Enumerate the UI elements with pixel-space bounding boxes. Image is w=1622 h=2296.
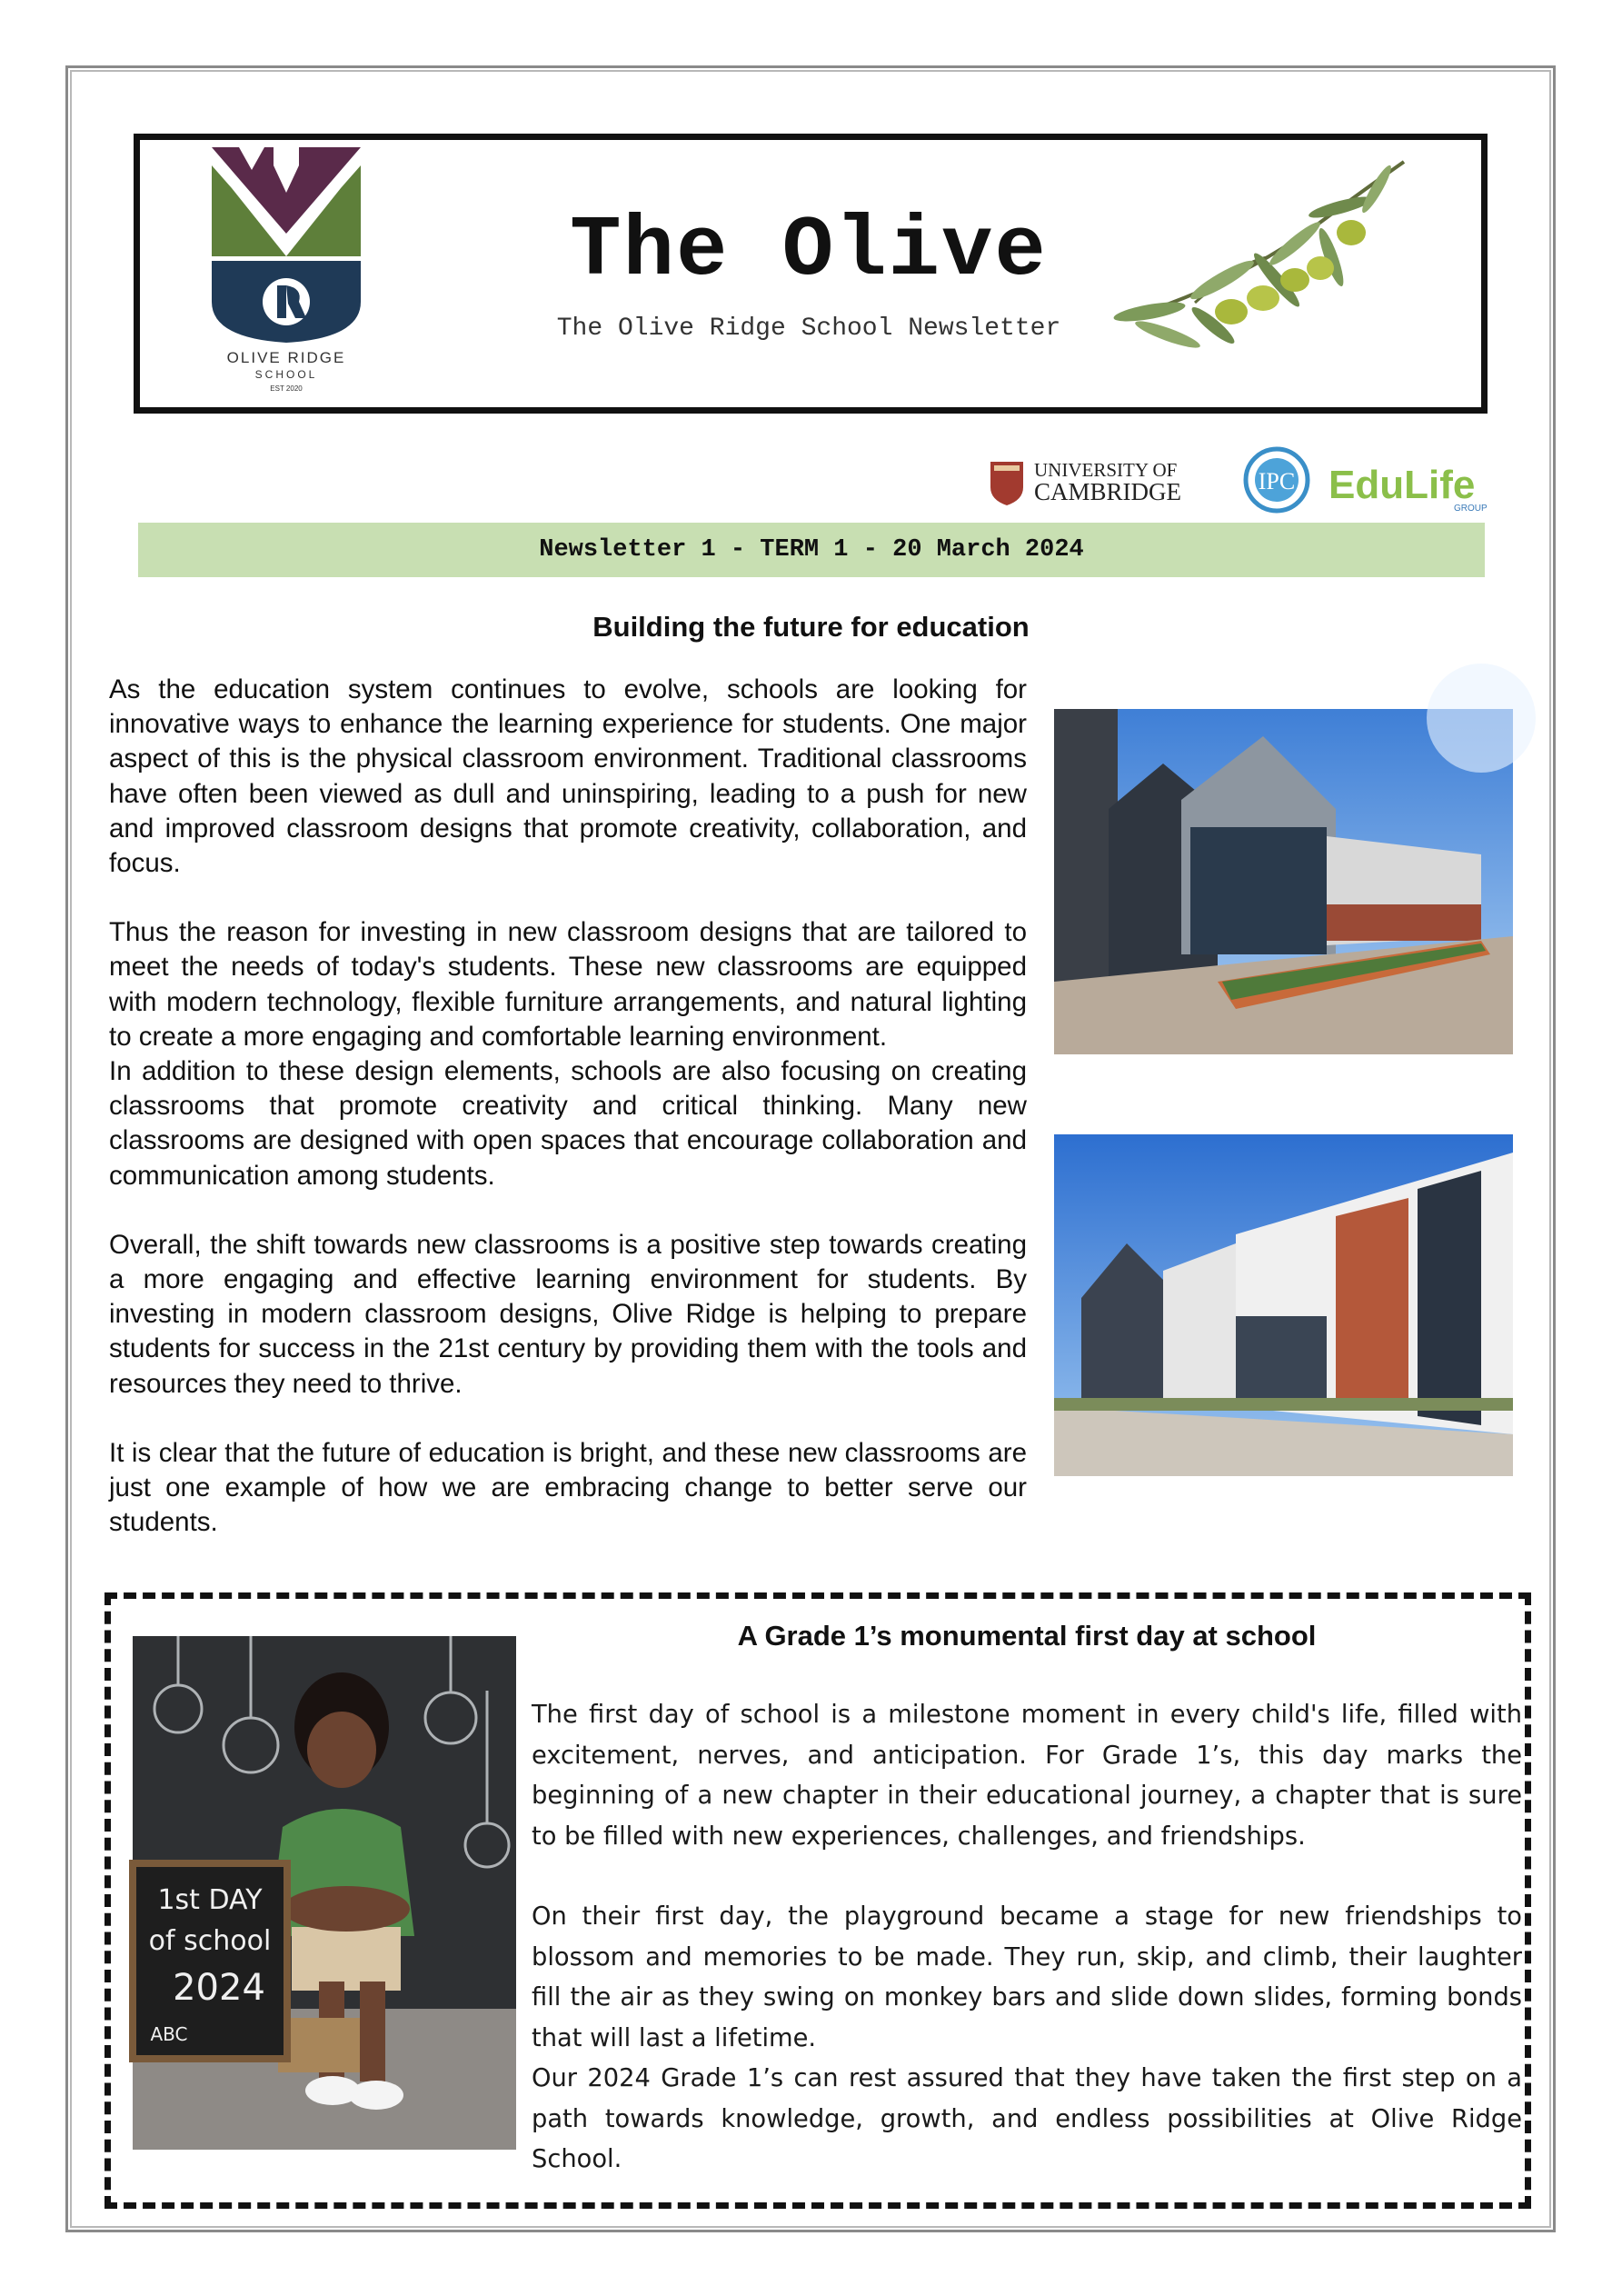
olive-branch-illustration	[1113, 153, 1422, 371]
issue-bar: Newsletter 1 - TERM 1 - 20 March 2024	[138, 523, 1485, 577]
article-1-heading: Building the future for education	[592, 611, 1030, 643]
ipc-logo	[1246, 449, 1308, 511]
grade-1-student-photo	[133, 1636, 516, 2150]
article-2-paragraph: Our 2024 Grade 1’s can rest assured that they have taken the first step on a path towards knowledge, growth, and endless possibilities at Olive Ridge School.	[532, 2064, 1522, 2173]
svg-text:EduLife: EduLife	[1328, 463, 1476, 507]
article-2-paragraph: On their first day, the playground became a stage for new friendships to blossom and memories to be made. They run, skip, and climb, their laughter fill the air as they swing on monkey bars and slide down slides, forming bonds that will last a lifetime.	[532, 1902, 1522, 2052]
article-2-paragraph: The first day of school is a milestone moment in every child's life, filled with excitement, nerves, and anticipation. For Grade 1’s, this day marks the beginning of a new chapter in their educational journey, a chapter that is sure to be filled with new experiences, challenges, and friendships.	[532, 1701, 1522, 1851]
cambridge-logo	[990, 459, 1181, 505]
svg-text:SCHOOL: SCHOOL	[254, 368, 318, 381]
article-2-heading: A Grade 1’s monumental first day at school	[737, 1620, 1317, 1652]
article-2-body	[532, 1695, 1522, 2181]
svg-text:IPC: IPC	[1258, 468, 1296, 494]
newsletter-title: The Olive	[570, 204, 1048, 300]
school-logo	[204, 147, 368, 393]
newsletter-subtitle: The Olive Ridge School Newsletter	[556, 314, 1061, 343]
svg-text:CAMBRIDGE: CAMBRIDGE	[1034, 478, 1182, 505]
article-1-paragraph: Thus the reason for investing in new classroom designs that are tailored to meet the needs of today's students. These new classrooms are equipped with modern technology, flexible furniture arrangements, and natural lighting to create a more engaging and comfortable learning environment.	[109, 917, 1027, 1052]
article-1-paragraph: It is clear that the future of education is bright, and these new classrooms are just one example of how we are embracing change to better serve our students.	[109, 1437, 1027, 1538]
svg-text:OLIVE RIDGE: OLIVE RIDGE	[226, 349, 346, 366]
school-building-photo	[1054, 709, 1513, 1054]
svg-text:ABC: ABC	[150, 2023, 188, 2045]
svg-text:EST 2020: EST 2020	[270, 384, 303, 393]
svg-text:2024: 2024	[173, 1967, 265, 2009]
svg-text:of school: of school	[148, 1925, 272, 1957]
article-1-paragraph: In addition to these design elements, schools are also focusing on creating classrooms that promote creativity and critical thinking. Many new classrooms are designed with open spaces that encourage collaboration and communication among students.	[109, 1056, 1027, 1191]
svg-text:1st DAY: 1st DAY	[157, 1884, 263, 1916]
partner-logos	[990, 442, 1488, 514]
article-1-paragraph: Overall, the shift towards new classrooms is a positive step towards creating a more engaging and effective learning environment for students. By investing in modern classroom designs, Olive Ridge is helping to prepare students for success in the 21st century by providing them with the tools and resources they need to thrive.	[109, 1229, 1027, 1399]
svg-text:UNIVERSITY OF: UNIVERSITY OF	[1034, 459, 1178, 481]
article-1-body	[109, 673, 1027, 1540]
classroom-block-photo	[1054, 1134, 1513, 1476]
edulife-logo	[1328, 463, 1488, 514]
chalkboard-sign	[133, 1863, 287, 2059]
svg-text:GROUP: GROUP	[1454, 504, 1488, 514]
article-1-paragraph: As the education system continues to evolve, schools are looking for innovative ways to enhance the learning experience for students. One major aspect of this is the physical classroom environment. Traditional classrooms have often been viewed as dull and uninspiring, leading to a push for new and improved classroom designs that promote creativity, collaboration, and focus.	[109, 674, 1027, 879]
